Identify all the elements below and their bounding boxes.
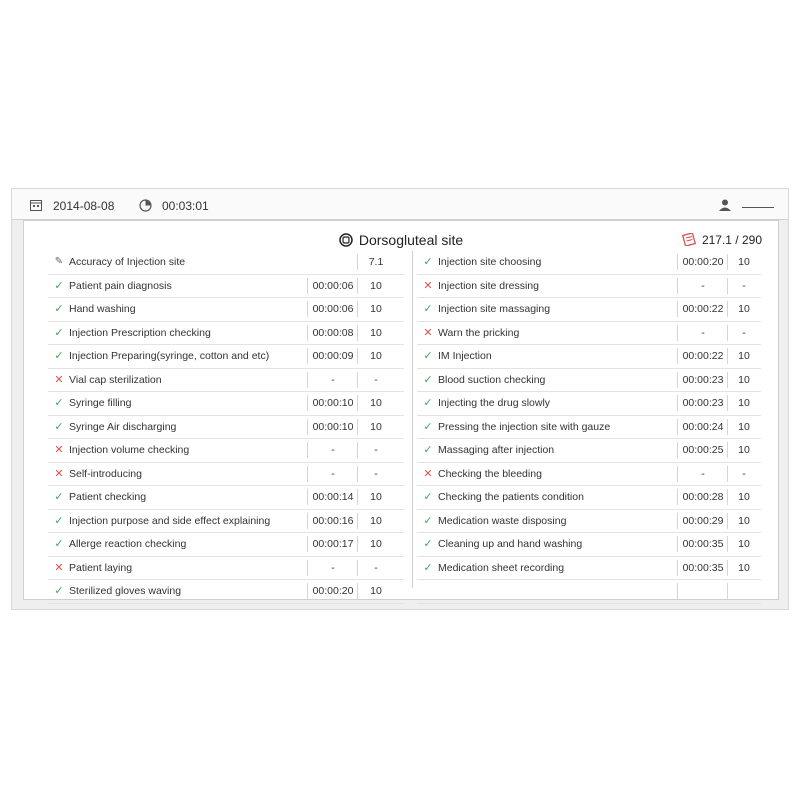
step-label: Self-introducing xyxy=(69,467,142,480)
step-time: 00:00:35 xyxy=(677,560,728,576)
checklist-row xyxy=(417,275,761,299)
step-score: 10 xyxy=(727,301,760,317)
step-label: IM Injection xyxy=(438,350,492,362)
check-icon: ✓ xyxy=(423,303,433,315)
step-time: 00:00:29 xyxy=(677,513,728,529)
step-time: 00:00:20 xyxy=(307,583,358,599)
step-score: 10 xyxy=(727,348,760,364)
step-time: 00:00:22 xyxy=(677,301,728,317)
user-icon[interactable] xyxy=(718,198,732,212)
checklist-row xyxy=(48,580,404,604)
cross-icon: ✕ xyxy=(54,373,64,386)
checklist-row xyxy=(417,486,761,510)
check-icon: ✓ xyxy=(423,514,433,527)
check-icon: ✓ xyxy=(54,491,64,503)
check-icon: ✓ xyxy=(423,256,433,268)
step-time xyxy=(677,583,728,599)
checklist-row xyxy=(417,322,761,346)
step-time: 00:00:09 xyxy=(307,348,358,364)
step-time: 00:00:35 xyxy=(677,536,728,552)
step-score: 10 xyxy=(357,348,394,364)
step-score: 10 xyxy=(727,395,760,411)
cross-icon: ✕ xyxy=(54,467,64,480)
check-icon: ✓ xyxy=(423,561,433,574)
step-score: 10 xyxy=(357,419,394,435)
step-score: - xyxy=(357,442,394,458)
step-time: - xyxy=(677,466,728,482)
step-time: 00:00:14 xyxy=(307,489,358,505)
procedure-title-text: Dorsogluteal site xyxy=(358,232,464,248)
checklist-row xyxy=(48,486,404,510)
checklist-row xyxy=(48,251,404,275)
checklist-row xyxy=(48,345,404,369)
step-label: Patient pain diagnosis xyxy=(69,279,172,292)
step-score: - xyxy=(357,560,394,576)
checklist-row xyxy=(417,369,761,393)
step-label: Checking the patients condition xyxy=(438,491,584,503)
step-score: 10 xyxy=(727,442,760,458)
step-time xyxy=(307,254,357,270)
check-icon: ✓ xyxy=(423,420,433,433)
cross-icon: ✕ xyxy=(423,467,433,480)
step-label: Allerge reaction checking xyxy=(69,538,187,550)
checklist-row xyxy=(417,463,761,487)
step-label: Syringe filling xyxy=(69,397,132,409)
checklist-row xyxy=(48,369,404,393)
step-label: Injection Preparing(syringe, cotton and etc) xyxy=(69,350,270,362)
step-time: 00:00:06 xyxy=(307,301,358,317)
step-score: 10 xyxy=(727,536,760,552)
step-score: - xyxy=(727,325,760,341)
step-label: Hand washing xyxy=(69,303,136,315)
step-time: 00:00:22 xyxy=(677,348,728,364)
checklist-row xyxy=(48,463,404,487)
step-label: Patient laying xyxy=(69,561,133,574)
score-sheet-icon xyxy=(682,233,696,246)
check-icon: ✓ xyxy=(54,538,64,550)
checklist-row xyxy=(417,251,761,275)
step-label: Checking the bleeding xyxy=(438,467,542,480)
checklist-right-column xyxy=(412,251,761,588)
check-icon: ✓ xyxy=(423,397,433,409)
step-time: - xyxy=(307,560,358,576)
checklist-row xyxy=(417,557,761,581)
user-name xyxy=(742,207,774,208)
check-icon: ✓ xyxy=(54,350,64,362)
step-score: 7.1 xyxy=(357,254,394,270)
session-date: 2014-08-08 xyxy=(53,199,115,213)
step-label: Syringe Air discharging xyxy=(69,420,177,433)
step-time: 00:00:25 xyxy=(677,442,728,458)
step-time: 00:00:17 xyxy=(307,536,358,552)
step-score xyxy=(727,583,760,599)
checklist-row xyxy=(417,533,761,557)
results-panel xyxy=(23,220,779,600)
checklist-row xyxy=(48,416,404,440)
step-label: Injecting the drug slowly xyxy=(438,397,551,409)
step-time: 00:00:16 xyxy=(307,513,358,529)
step-score: 10 xyxy=(357,395,394,411)
checklist-row xyxy=(48,533,404,557)
step-score: - xyxy=(357,372,394,388)
elapsed-time: 00:03:01 xyxy=(162,199,209,213)
injection-site-icon xyxy=(339,233,353,247)
step-label: Blood suction checking xyxy=(438,373,546,386)
check-icon: ✓ xyxy=(54,326,64,339)
step-label: Pressing the injection site with gauze xyxy=(438,420,611,433)
cross-icon: ✕ xyxy=(423,279,433,292)
step-label: Medication sheet recording xyxy=(438,561,565,574)
step-label: Medication waste disposing xyxy=(438,514,567,527)
step-label: Injection purpose and side effect explaining xyxy=(69,514,271,527)
step-time: 00:00:08 xyxy=(307,325,358,341)
step-label: Cleaning up and hand washing xyxy=(438,538,583,550)
top-bar xyxy=(12,189,788,220)
step-time: - xyxy=(677,325,728,341)
checklist-row xyxy=(48,275,404,299)
step-score: 10 xyxy=(357,278,394,294)
checklist-row xyxy=(48,510,404,534)
step-score: 10 xyxy=(727,513,760,529)
pencil-icon: ✎ xyxy=(54,256,64,267)
step-score: 10 xyxy=(357,513,394,529)
step-score: 10 xyxy=(357,489,394,505)
check-icon: ✓ xyxy=(423,444,433,456)
check-icon: ✓ xyxy=(54,514,64,527)
checklist-row xyxy=(417,416,761,440)
step-time: 00:00:10 xyxy=(307,419,358,435)
procedure-title xyxy=(24,232,778,248)
step-time: 00:00:23 xyxy=(677,372,728,388)
step-label: Injection volume checking xyxy=(69,444,190,456)
step-label: Sterilized gloves waving xyxy=(69,585,182,597)
checklist-row xyxy=(48,439,404,463)
checklist-row xyxy=(48,557,404,581)
check-icon: ✓ xyxy=(54,303,64,315)
total-score-value: 217.1 / 290 xyxy=(701,233,762,247)
check-icon: ✓ xyxy=(54,279,64,292)
check-icon: ✓ xyxy=(423,491,433,503)
step-score: 10 xyxy=(727,489,760,505)
checklist-row xyxy=(417,392,761,416)
step-score: 10 xyxy=(357,536,394,552)
step-label: Injection site choosing xyxy=(438,256,542,268)
step-label: Vial cap sterilization xyxy=(69,373,162,386)
calendar-icon xyxy=(30,199,42,211)
check-icon: ✓ xyxy=(423,350,433,362)
checklist-row xyxy=(417,580,761,604)
checklist-row xyxy=(48,298,404,322)
step-score: - xyxy=(357,466,394,482)
check-icon: ✓ xyxy=(54,585,64,597)
checklist-row xyxy=(417,510,761,534)
check-icon: ✓ xyxy=(423,373,433,386)
step-score: - xyxy=(727,278,760,294)
step-score: 10 xyxy=(727,560,760,576)
step-score: 10 xyxy=(357,325,394,341)
step-time: - xyxy=(307,466,358,482)
checklist-left-column xyxy=(48,251,404,604)
step-label: Injection site dressing xyxy=(438,279,539,292)
step-time: - xyxy=(677,278,728,294)
checklist-row xyxy=(48,392,404,416)
step-label: Warn the pricking xyxy=(438,326,520,339)
step-label: Patient checking xyxy=(69,491,147,503)
step-time: 00:00:28 xyxy=(677,489,728,505)
step-time: 00:00:10 xyxy=(307,395,358,411)
step-label: Injection Prescription checking xyxy=(69,326,211,339)
checklist-row xyxy=(417,345,761,369)
cross-icon: ✕ xyxy=(54,561,64,574)
step-score: 10 xyxy=(727,372,760,388)
step-time: 00:00:06 xyxy=(307,278,358,294)
step-time: - xyxy=(307,372,358,388)
cross-icon: ✕ xyxy=(54,444,64,456)
cross-icon: ✕ xyxy=(423,326,433,339)
app-window xyxy=(11,188,789,610)
check-icon: ✓ xyxy=(54,397,64,409)
check-icon: ✓ xyxy=(423,538,433,550)
step-score: 10 xyxy=(357,583,394,599)
checklist-row xyxy=(417,439,761,463)
step-time: 00:00:23 xyxy=(677,395,728,411)
checklist-row xyxy=(48,322,404,346)
step-label: Accuracy of Injection site xyxy=(69,256,186,268)
step-score: 10 xyxy=(727,419,760,435)
total-score xyxy=(682,233,762,247)
check-icon: ✓ xyxy=(54,420,64,433)
step-label: Massaging after injection xyxy=(438,444,555,456)
timer-icon xyxy=(139,199,152,212)
step-label: Injection site massaging xyxy=(438,303,551,315)
step-time: 00:00:20 xyxy=(677,254,728,270)
step-time: 00:00:24 xyxy=(677,419,728,435)
checklist-row xyxy=(417,298,761,322)
step-score: - xyxy=(727,466,760,482)
step-score: 10 xyxy=(357,301,394,317)
step-score: 10 xyxy=(727,254,760,270)
step-time: - xyxy=(307,442,358,458)
